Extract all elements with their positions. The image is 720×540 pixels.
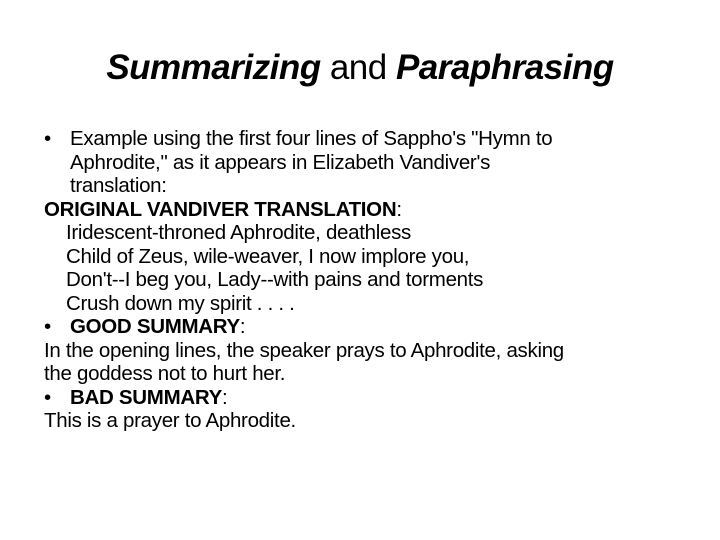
good-summary-colon: : — [239, 315, 246, 338]
intro-line-2: Aphrodite," as it appears in Elizabeth Vandiver's — [70, 150, 491, 174]
title-summarizing: Summarizing — [106, 48, 321, 87]
bad-summary-line-1: This is a prayer to Aphrodite. — [44, 409, 296, 432]
poem-line-3: Don't--I beg you, Lady--with pains and torments — [66, 268, 484, 291]
poem-line-2: Child of Zeus, wile-weaver, I now implore you, — [66, 244, 470, 268]
good-summary-bullet — [44, 315, 684, 339]
original-heading-label: ORIGINAL VANDIVER TRANSLATION — [44, 197, 397, 221]
bullet-icon: • — [44, 385, 51, 409]
poem-line-4: Crush down my spirit . . . . — [66, 291, 295, 315]
bullet-icon: • — [44, 127, 51, 150]
bad-summary-heading: BAD SUMMARY — [70, 385, 222, 409]
title-paraphrasing: Paraphrasing — [395, 48, 614, 87]
good-summary-line-1: In the opening lines, the speaker prays to Aphrodite, asking — [44, 338, 564, 362]
bad-summary-colon: : — [221, 385, 228, 409]
bullet-icon: • — [44, 315, 51, 338]
intro-bullet — [44, 127, 684, 151]
bad-summary-bullet — [44, 386, 684, 410]
original-heading — [44, 198, 684, 222]
intro-line-3: translation: — [70, 174, 167, 197]
good-summary-heading: GOOD SUMMARY — [70, 315, 240, 338]
original-heading-colon: : — [396, 197, 402, 221]
good-summary-line-2: the goddess not to hurt her. — [44, 362, 286, 385]
slide-body — [44, 127, 684, 433]
title-and: and — [320, 48, 396, 87]
poem-line-1: Iridescent-throned Aphrodite, deathless — [66, 221, 411, 244]
slide-title — [0, 44, 720, 92]
intro-line-1: Example using the first four lines of Sappho's "Hymn to — [70, 127, 553, 150]
